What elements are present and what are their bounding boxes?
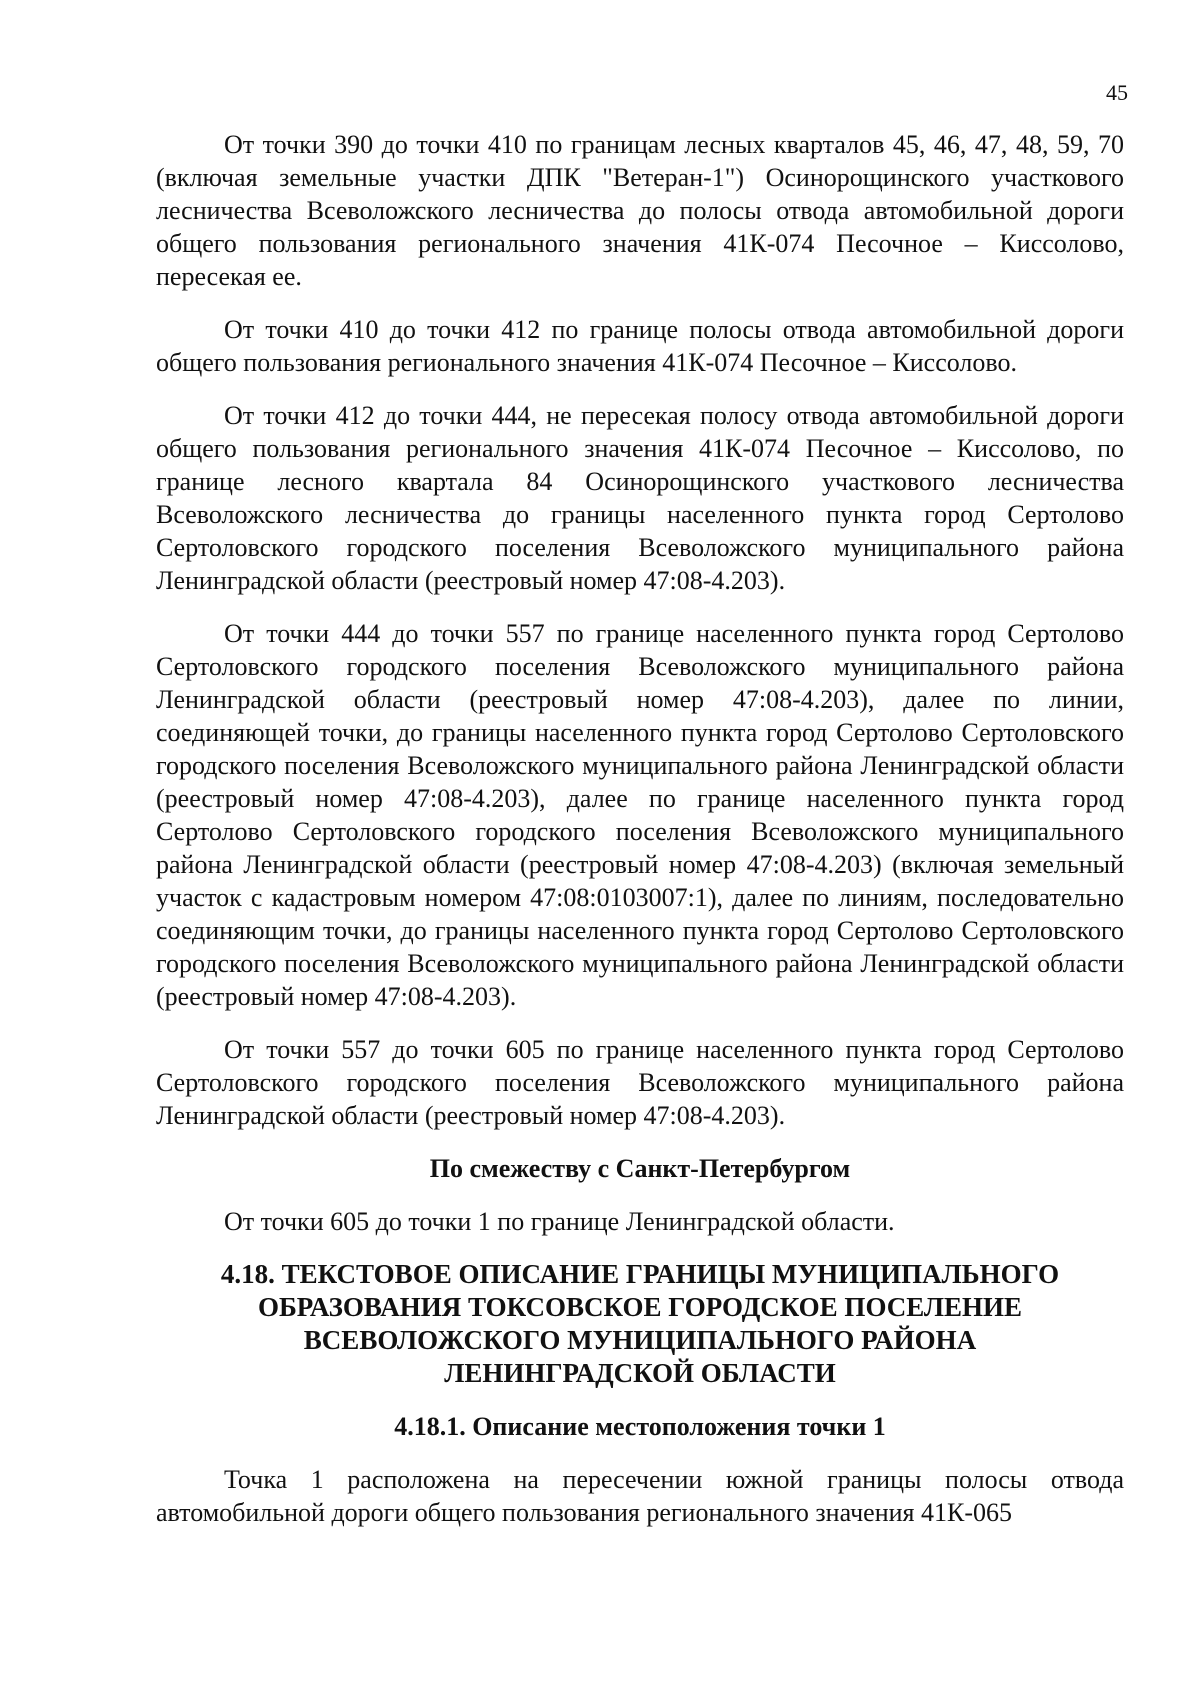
- page-number: 45: [1106, 80, 1128, 105]
- paragraph-point-1: Точка 1 расположена на пересечении южной границы полосы отвода автомобильной дороги общего пользования регионального значения 41К-065: [156, 1465, 1124, 1527]
- paragraph-444-557: От точки 444 до точки 557 по границе населенного пункта город Сертолово Сертоловского городского поселения Всеволожского муниципального района Ленинградской области (реестровый номер 47:08-4.203), далее по линии, соединяющей точки, до границы населенного пункта город Сертолово Сертоловского городского поселения Всеволожского муниципального района Ленинградской области (реестровый номер 47:08-4.203), далее по границе населенного пункта город Сертолово Сертоловского городского поселения Всеволожского муниципального района Ленинградской области (реестровый номер 47:08-4.203) (включая земельный участок с кадастровым номером 47:08:0103007:1), далее по линиям, последовательно соединяющим точки, до границы населенного пункта город Сертолово Сертоловского городского поселения Всеволожского муниципального района Ленинградской области (реестровый номер 47:08-4.203).: [156, 619, 1124, 1011]
- paragraph-412-444: От точки 412 до точки 444, не пересекая полосу отвода автомобильной дороги общего пользования регионального значения 41К-074 Песочное – Киссолово, по границе лесного квартала 84 Осинорощинского участкового лесничества Всеволожского лесничества до границы населенного пункта город Сертолово Сертоловского городского поселения Всеволожского муниципального района Ленинградской области (реестровый номер 47:08-4.203).: [156, 401, 1124, 595]
- subsection-title-4-18-1: 4.18.1. Описание местоположения точки 1: [394, 1412, 886, 1441]
- paragraph-410-412: От точки 410 до точки 412 по границе полосы отвода автомобильной дороги общего пользования регионального значения 41К-074 Песочное – Киссолово.: [156, 315, 1124, 377]
- section-title-line: ЛЕНИНГРАДСКОЙ ОБЛАСТИ: [444, 1358, 836, 1388]
- document-body: [156, 128, 1124, 1549]
- paragraph-557-605: От точки 557 до точки 605 по границе населенного пункта город Сертолово Сертоловского городского поселения Всеволожского муниципального района Ленинградской области (реестровый номер 47:08-4.203).: [156, 1035, 1124, 1130]
- paragraph-605-1: От точки 605 до точки 1 по границе Ленинградской области.: [224, 1207, 895, 1236]
- section-title-line: 4.18. ТЕКСТОВОЕ ОПИСАНИЕ ГРАНИЦЫ МУНИЦИПАЛЬНОГО: [220, 1259, 1060, 1289]
- section-title-line: ВСЕВОЛОЖСКОГО МУНИЦИПАЛЬНОГО РАЙОНА: [303, 1325, 977, 1355]
- paragraph-390-410: От точки 390 до точки 410 по границам лесных кварталов 45, 46, 47, 48, 59, 70 (включая земельные участки ДПК "Ветеран-1") Осинорощинского участкового лесничества Всеволожского лесничества до полосы отвода автомобильной дороги общего пользования регионального значения 41К-074 Песочное – Киссолово, пересекая ее.: [156, 130, 1124, 291]
- adjacency-heading: По смежеству с Санкт-Петербургом: [429, 1154, 851, 1183]
- section-title-line: ОБРАЗОВАНИЯ ТОКСОВСКОЕ ГОРОДСКОЕ ПОСЕЛЕНИЕ: [257, 1292, 1023, 1322]
- section-title-4-18: [156, 1258, 1124, 1390]
